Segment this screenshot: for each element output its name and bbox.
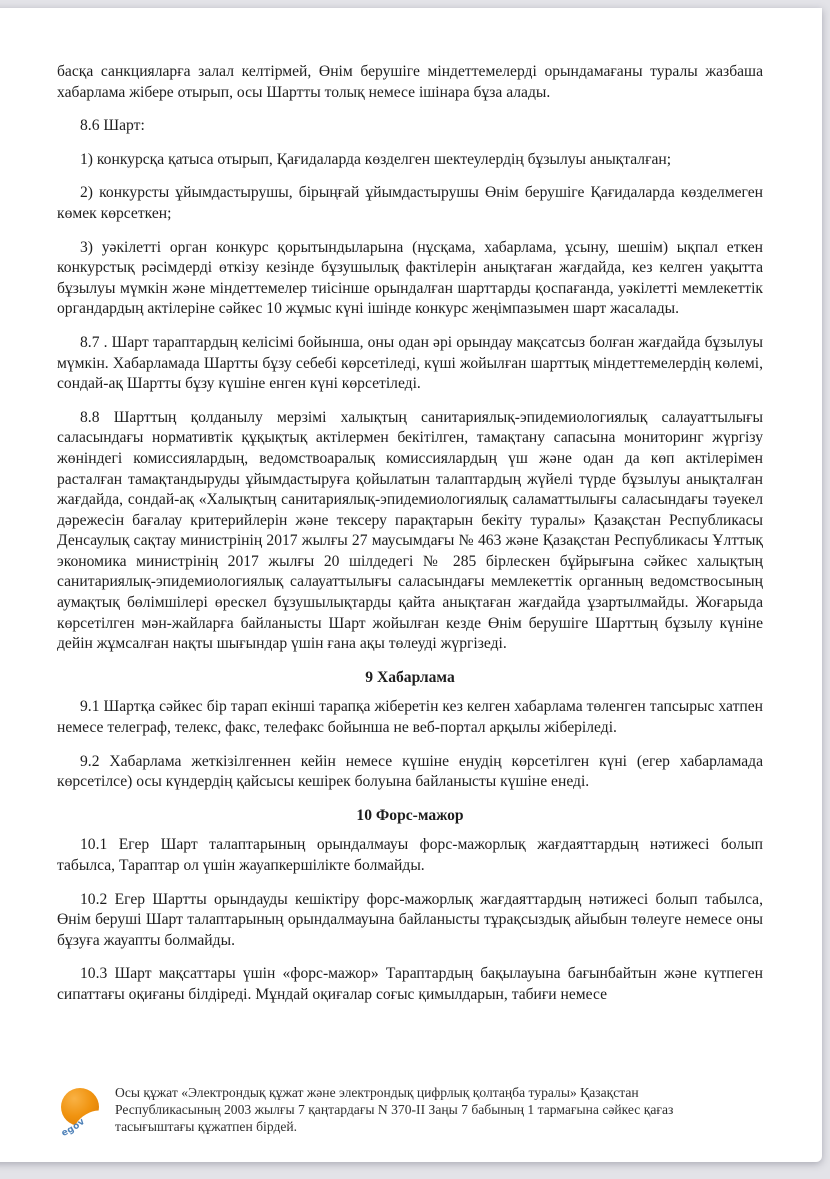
paragraph: 8.8 Шарттың қолданылу мерзімі халықтың санитариялық-эпидемиологиялық салауаттылығы саласындағы нормативтік құқықтық актілермен бекітілген, тамақтану сапасына мониторинг жүргізу жөніндегі комиссиялардың, ведомствоаралық комиссиялардың үш және одан да көп актілерімен расталған тамақтандыруды ұйымдастыруға қойылатын талаптардың жүйелі түрде бұзылуы анықталған жағдайда, сондай-ақ «Халықтың санитариялық-эпидемиологиялық саламаттылығы саласындағы тәуекел дәрежесін бағалау критерийлерін және тексеру парақтарын бекіту туралы» Қазақстан Республикасы Денсаулық сақтау министрінің 2017 жылғы 27 маусымдағы № 463 және Қазақстан Республикасы Ұлттық экономика министрінің 2017 жылғы 20 шілдедегі № 285 бірлескен бұйрығына сәйкес халықтың санитариялық-эпидемиологиялық салауаттылығы саласындағы мемлекеттік органның ведомствосының аумақтық бөлімшілері өрескел бұзушылықтарды қайта анықтаған жағдайда ұзартылмайды. Жоғарыда көрсетілген мән-жайларға байланысты Шарт жойылған кезде Өнім берушіге Шарттың бұзылу күніне дейін жұмсалған нақты шығындар үшін ғана ақы төлеуді жүргізеді. <box>57 408 763 653</box>
signature-footer <box>57 1084 717 1144</box>
egov-arc-text: egov <box>60 1116 88 1139</box>
section-heading-10: 10 Форс-мажор <box>356 806 464 824</box>
section-heading-9: 9 Хабарлама <box>365 668 455 686</box>
document-body <box>57 62 763 1100</box>
paragraph: 10.1 Егер Шарт талаптарының орындалмауы форс-мажорлық жағдаяттардың нәтижесі болып табылса, Тараптар ол үшін жауапкершілікте болмайды. <box>57 836 763 874</box>
document-page <box>0 8 822 1162</box>
paragraph: 8.7 . Шарт тараптардың келісімі бойынша, оны одан әрі орындау мақсатсыз болған жағдайда бұзылуы мүмкін. Хабарламада Шартты бұзу себебі көрсетіледі, күші жойылған шарттық міндеттемелердің көлемі, сондай-ақ Шартты бұзу күшіне енген күні көрсетіледі. <box>57 333 763 393</box>
paragraph: басқа санкцияларға залал келтірмей, Өнім берушіге міндеттемелерді орындамағаны туралы жазбаша хабарлама жібере отырып, осы Шартты толық немесе ішінара бұза алады. <box>57 63 763 101</box>
paragraph: 9.1 Шартқа сәйкес бір тарап екінші тарапқа жіберетін кез келген хабарлама төленген тапсырыс хатпен немесе телеграф, телекс, факс, телефакс бойынша не веб-портал арқылы жіберіледі. <box>57 698 763 737</box>
paragraph: 10.2 Егер Шартты орындауды кешіктіру форс-мажорлық жағдаяттардың нәтижесі болып табылса, Өнім беруші Шарт талаптарының орындалмауына байланысты тұрақсыздық айыбын төлеуге немесе оны бұзуға жауапты болмайды. <box>57 890 763 949</box>
paragraph: 1) конкурсқа қатыса отырып, Қағидаларда көзделген шектеулердің бұзылуы анықталған; <box>80 150 672 168</box>
signature-footer-text: Осы құжат «Электрондық құжат және электрондық цифрлық қолтаңба туралы» Қазақстан Республикасының 2003 жылғы 7 қаңтардағы N 370-II Заңы 7 бабының 1 тармағына сәйкес қағаз тасығыштағы құжатпен бірдей. <box>115 1085 674 1134</box>
paragraph: 3) уәкілетті орган конкурс қорытындыларына (нұсқама, хабарлама, ұсыну, шешім) ықпал еткен конкурстық рәсімдерді өткізу кезінде бұзушылық фактілерін анықтаған жағдайда, кез келген уақытта бұзылуы мүмкін және міндеттемелер тиісінше орындалған шарттарды қоспағанда, уәкілетті мемлекеттік органдардың актілеріне сәйкес 10 жұмыс күні ішінде конкурс жеңімпазымен шарт жасалады. <box>57 238 763 318</box>
paragraph: 9.2 Хабарлама жеткізілгеннен кейін немесе күшіне енудің көрсетілген күні (егер хабарламада көрсетілсе) осы күндердің қайсысы кешірек болуына байланысты күшіне енеді. <box>57 752 763 791</box>
paragraph: 2) конкурсты ұйымдастырушы, бірыңғай ұйымдастырушы Өнім берушіге Қағидаларда көзделмеген көмек көрсеткен; <box>57 184 763 222</box>
paragraph: 8.6 Шарт: <box>80 117 145 135</box>
paragraph: 10.3 Шарт мақсаттары үшін «форс-мажор» Тараптардың бақылауына бағынбайтын және күтпеген сипаттағы оқиғаны білдіреді. Мұндай оқиғалар соғыс қимылдарын, табиғи немесе <box>57 965 763 1003</box>
egov-stamp-icon <box>57 1086 111 1144</box>
